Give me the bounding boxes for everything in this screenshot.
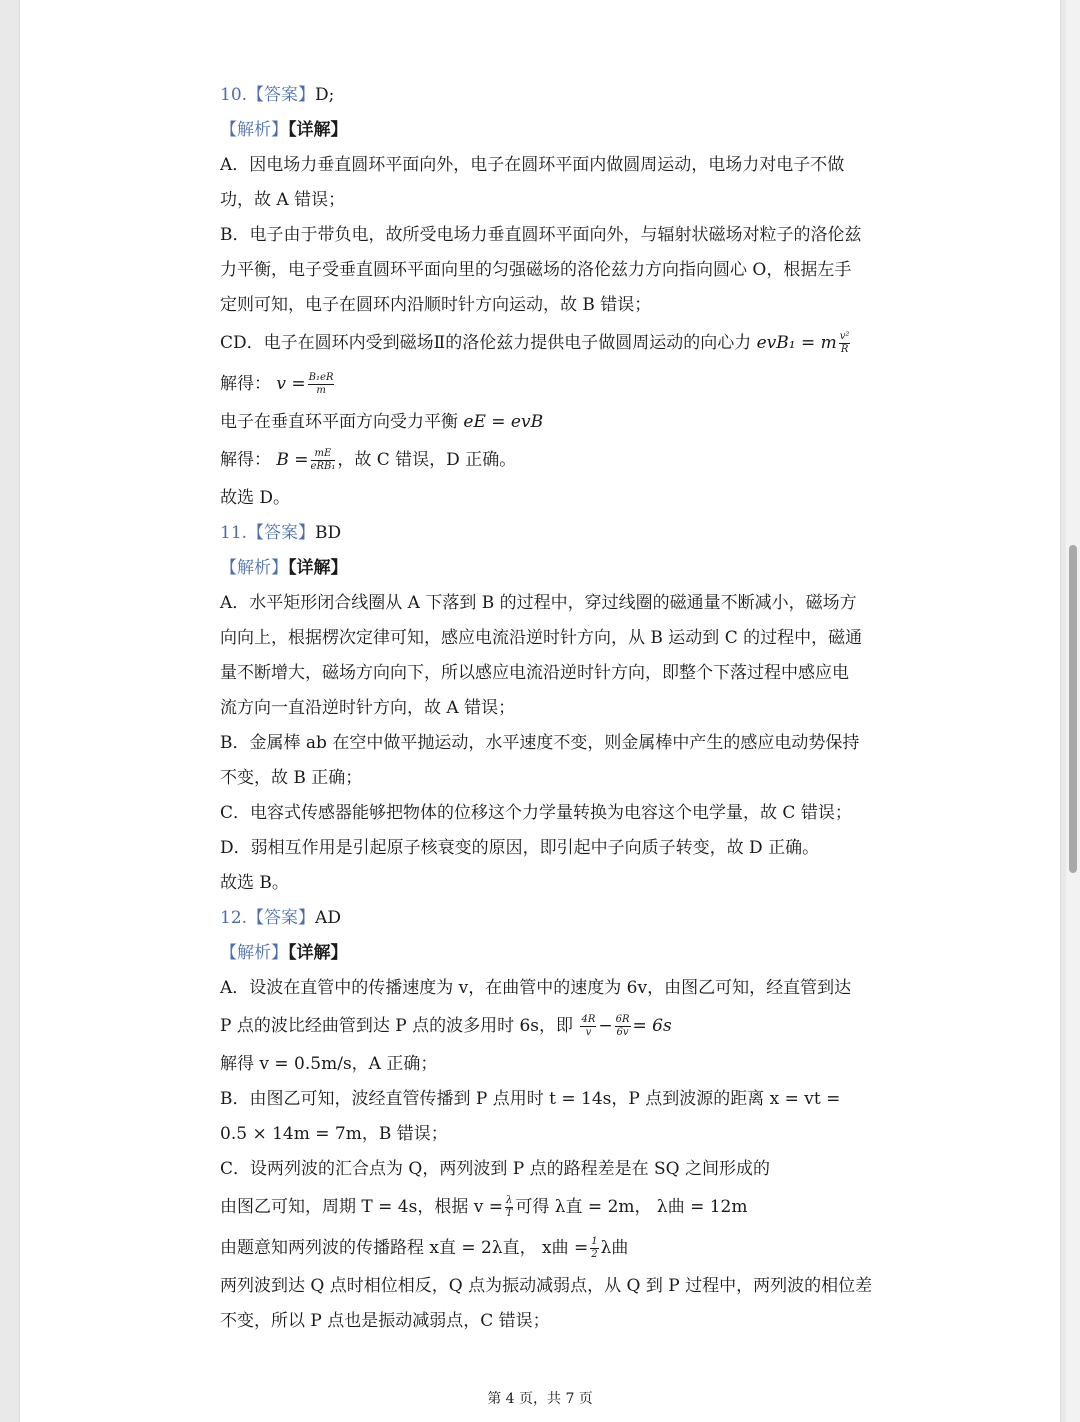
- q10-solve-2-label: 解得：: [220, 450, 271, 470]
- q12-number: 12.: [220, 908, 248, 928]
- q12-c2-text: 由图乙可知，周期 T = 4s，根据 v =: [220, 1197, 503, 1217]
- q12-answer: AD: [315, 908, 341, 928]
- q10-xiangjie-tag: 【详解】: [288, 120, 348, 140]
- q10-solve-2-num: mE: [311, 448, 336, 461]
- q12-a-line-2: [220, 1006, 910, 1047]
- q10-solve-2-den: eRB₁: [310, 461, 336, 472]
- q12-c2-fraction: [505, 1195, 513, 1220]
- q12-c2-num: λ: [506, 1195, 513, 1206]
- q12-c-line-1: C．设两列波的汇合点为 Q，两列波到 P 点的路程差是在 SQ 之间形成的: [220, 1159, 770, 1179]
- q11-c-line-1: C．电容式传感器能够把物体的位移这个力学量转换为电容这个电学量，故 C 错误；: [220, 803, 852, 823]
- q10-cd-line: [220, 323, 910, 364]
- q11-number: 11.: [220, 523, 248, 543]
- q10-cd-frac-num: v²: [839, 331, 850, 342]
- q10-solve-1-line: [220, 364, 910, 405]
- q10-b-line-1: B．电子由于带负电，故所受电场力垂直圆环平面向外，与辐射状磁场对粒子的洛伦兹: [220, 225, 862, 245]
- q12-a2-fraction-2: [615, 1014, 631, 1039]
- q12-a2-den-2: 6v: [616, 1027, 629, 1038]
- q12-a2-text: P 点的波比经曲管到达 P 点的波多用时 6s，即: [220, 1016, 574, 1036]
- q10-answer-tag: 【答案】: [247, 85, 316, 105]
- q10-solve-2-formula: B =: [276, 450, 309, 470]
- q12-answer-tag: 【答案】: [247, 908, 316, 928]
- q10-solve-1-num: B₁eR: [308, 372, 334, 383]
- q10-b-line-3: 定则可知，电子在圆环内沿顺时针方向运动，故 B 错误；: [220, 295, 652, 315]
- q10-b-line-2: 力平衡，电子受垂直圆环平面向里的匀强磁场的洛伦兹力方向指向圆心 O，根据左手: [220, 260, 852, 280]
- q10-balance-line: [220, 405, 910, 440]
- q12-jiexi-tag: 【解析】: [220, 943, 288, 963]
- q12-xiangjie-tag: 【详解】: [288, 943, 348, 963]
- q11-a-line-3: 量不断增大，磁场方向向下，所以感应电流沿逆时针方向，即整个下落过程中感应电: [220, 663, 849, 683]
- vertical-scrollbar[interactable]: [1066, 0, 1080, 1422]
- q11-answer-line: [220, 516, 910, 551]
- q12-a2-fraction-1: [580, 1014, 596, 1039]
- q10-solve-2-tail: ，故 C 错误，D 正确。: [337, 450, 517, 470]
- q12-c3-num: 1: [591, 1236, 598, 1247]
- q10-pick-line: 故选 D。: [220, 488, 291, 508]
- q12-a-line-3: 解得 v = 0.5m/s，A 正确；: [220, 1054, 438, 1074]
- q12-answer-line: [220, 901, 910, 936]
- q10-cd-frac-den: R: [840, 344, 849, 355]
- q12-a2-num-1: 4R: [581, 1014, 596, 1025]
- q10-balance-formula: eE = evB: [463, 412, 544, 432]
- q11-analysis-line: [220, 551, 910, 586]
- q10-cd-text: CD．电子在圆环内受到磁场Ⅱ的洛伦兹力提供电子做圆周运动的向心力: [220, 333, 752, 353]
- page-number-footer: 第 4 页，共 7 页: [487, 1391, 593, 1407]
- q10-solve-1-fraction: [308, 372, 335, 397]
- q11-b-line-2: 不变，故 B 正确；: [220, 768, 363, 788]
- document-page: [20, 0, 1060, 1422]
- q11-a-line-4: 流方向一直沿逆时针方向，故 A 错误；: [220, 698, 516, 718]
- q10-solve-1-formula: v =: [276, 374, 306, 394]
- q10-solve-1-label: 解得：: [220, 374, 271, 394]
- q11-a-line-2: 向向上，根据楞次定律可知，感应电流沿逆时针方向，从 B 运动到 C 的过程中，磁通: [220, 628, 863, 648]
- q10-cd-formula: evB₁ = m: [756, 333, 837, 353]
- q12-analysis-line: [220, 936, 910, 971]
- q12-a2-num-2: 6R: [615, 1014, 630, 1025]
- scrollbar-thumb[interactable]: [1069, 545, 1077, 873]
- q11-pick-line: 故选 B。: [220, 873, 289, 893]
- q11-jiexi-tag: 【解析】: [220, 558, 288, 578]
- q12-c3-den: 2: [591, 1249, 598, 1260]
- q11-b-line-1: B．金属棒 ab 在空中做平抛运动，水平速度不变，则金属棒中产生的感应电动势保持: [220, 733, 860, 753]
- q10-jiexi-tag: 【解析】: [220, 120, 288, 140]
- q11-answer: BD: [315, 523, 342, 543]
- q12-c3-tail: λ曲: [600, 1238, 629, 1258]
- q10-answer-line: [220, 78, 910, 113]
- q10-a-line-2: 功，故 A 错误；: [220, 190, 346, 210]
- q12-c2-tail: 可得 λ直 = 2m， λ曲 = 12m: [515, 1197, 748, 1217]
- q12-c3-fraction: [590, 1236, 598, 1261]
- q10-number: 10.: [220, 85, 248, 105]
- q12-c2-den: T: [505, 1208, 513, 1219]
- q10-balance-text: 电子在垂直环平面方向受力平衡: [220, 412, 458, 432]
- q12-c-line-4: 两列波到达 Q 点时相位相反，Q 点为振动减弱点，从 Q 到 P 过程中，两列波的相位差: [220, 1276, 873, 1296]
- q10-a-line-1: A．因电场力垂直圆环平面向外，电子在圆环平面内做圆周运动，电场力对电子不做: [220, 155, 845, 175]
- q12-c-line-5: 不变，所以 P 点也是振动减弱点，C 错误；: [220, 1311, 550, 1331]
- q11-d-line-1: D．弱相互作用是引起原子核衰变的原因，即引起中子向质子转变，故 D 正确。: [220, 838, 820, 858]
- q10-solve-2-line: [220, 440, 910, 481]
- q12-b-line-2: 0.5 × 14m = 7m，B 错误；: [220, 1124, 448, 1144]
- q12-b-line-1: B．由图乙可知，波经直管传播到 P 点用时 t = 14s，P 点到波源的距离 x = vt =: [220, 1089, 841, 1109]
- q11-xiangjie-tag: 【详解】: [288, 558, 348, 578]
- q12-a2-result: = 6s: [632, 1016, 672, 1036]
- q10-analysis-line: [220, 113, 910, 148]
- q12-a2-minus: −: [598, 1016, 613, 1036]
- q11-a-line-1: A．水平矩形闭合线圈从 A 下落到 B 的过程中，穿过线圈的磁通量不断减小，磁场方: [220, 593, 857, 613]
- q12-c-line-3: [220, 1228, 910, 1269]
- q11-answer-tag: 【答案】: [247, 523, 316, 543]
- q10-solve-1-den: m: [316, 385, 326, 396]
- q12-a-line-1: A．设波在直管中的传播速度为 v，在曲管中的速度为 6v，由图乙可知，经直管到达: [220, 978, 852, 998]
- q12-c3-text: 由题意知两列波的传播路程 x直 = 2λ直， x曲 =: [220, 1238, 589, 1258]
- q10-solve-2-fraction: [311, 448, 336, 473]
- q12-a2-den-1: v: [585, 1027, 592, 1038]
- q10-answer: D;: [315, 85, 335, 105]
- q10-cd-fraction: [839, 331, 851, 356]
- q12-c-line-2: [220, 1187, 910, 1228]
- page-content: [220, 78, 910, 1339]
